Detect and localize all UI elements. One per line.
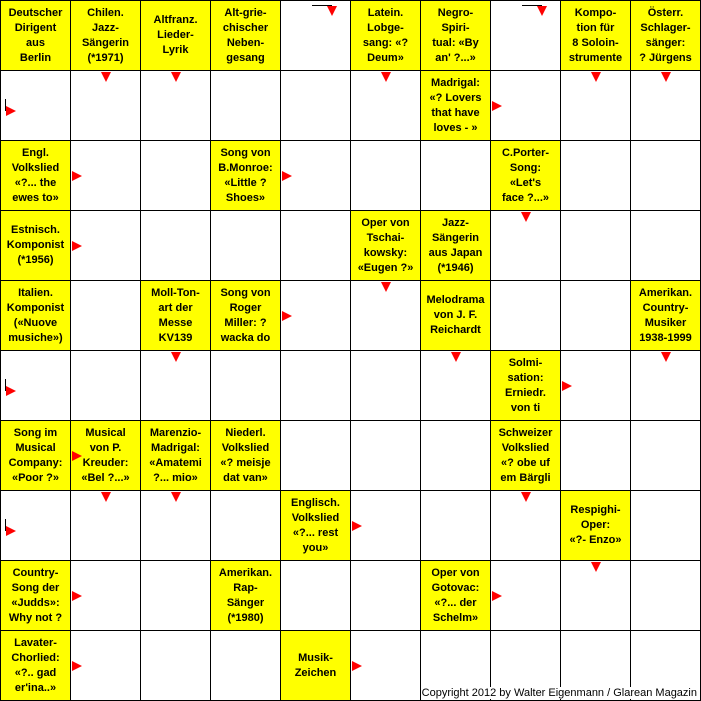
answer-cell[interactable] — [421, 141, 491, 211]
answer-cell[interactable] — [281, 71, 351, 141]
arrow-right-icon — [72, 451, 82, 461]
answer-cell[interactable] — [281, 421, 351, 491]
answer-cell[interactable] — [491, 1, 561, 71]
clue-text: Engl. Volkslied «?... the ewes to» — [11, 146, 60, 204]
clue-cell — [561, 1, 631, 71]
answer-cell[interactable] — [421, 491, 491, 561]
clue-text: Altfranz. Lieder- Lyrik — [153, 14, 198, 56]
answer-cell[interactable] — [351, 351, 421, 421]
answer-cell[interactable] — [631, 491, 701, 561]
clue-cell — [491, 141, 561, 211]
clue-text: Alt-grie- chischer Neben- gesang — [222, 6, 269, 64]
answer-cell[interactable] — [281, 561, 351, 631]
arrow-down-icon — [591, 562, 601, 572]
answer-cell[interactable] — [211, 211, 281, 281]
clue-cell — [281, 631, 351, 701]
clue-text: Song von Roger Miller: ? wacka do — [220, 286, 271, 344]
clue-text: Lavater- Chorlied: «?.. gad er'ina..» — [11, 636, 60, 694]
arrow-bent-down-icon — [522, 5, 552, 19]
clue-text: Niederl. Volkslied «? meisje dat van» — [220, 426, 271, 484]
answer-cell[interactable] — [561, 211, 631, 281]
clue-cell — [141, 281, 211, 351]
answer-cell[interactable] — [561, 281, 631, 351]
answer-cell[interactable] — [211, 631, 281, 701]
arrow-right-icon — [72, 171, 82, 181]
clue-text: Madrigal: «? Lovers that have loves - » — [429, 76, 482, 134]
answer-cell[interactable] — [421, 421, 491, 491]
arrow-down-icon — [171, 72, 181, 82]
clue-cell — [1, 141, 71, 211]
clue-cell — [141, 1, 211, 71]
clue-cell — [141, 421, 211, 491]
answer-cell[interactable] — [561, 421, 631, 491]
clue-cell — [351, 211, 421, 281]
arrow-right-icon — [282, 311, 292, 321]
clue-text: Marenzio- Madrigal: «Amatemi ?... mio» — [149, 426, 202, 484]
answer-cell[interactable] — [631, 561, 701, 631]
clue-text: Estnisch. Komponist (*1956) — [6, 224, 65, 266]
answer-cell[interactable] — [491, 281, 561, 351]
clue-text: Solmi- sation: Erniedr. von ti — [505, 356, 546, 414]
arrow-bent-right-icon — [5, 379, 19, 393]
clue-text: Jazz- Sängerin aus Japan (*1946) — [428, 216, 483, 274]
arrow-down-icon — [521, 212, 531, 222]
clue-text: Negro- Spiri- tual: «By an' ?...» — [432, 6, 479, 64]
arrow-right-icon — [352, 661, 362, 671]
clue-cell — [491, 351, 561, 421]
clue-cell — [421, 561, 491, 631]
clue-cell — [1, 631, 71, 701]
clue-cell — [351, 1, 421, 71]
clue-text: Moll-Ton- art der Messe KV139 — [151, 286, 200, 344]
answer-cell[interactable] — [71, 281, 141, 351]
clue-text: Oper von Gotovac: «?... der Schelm» — [431, 566, 480, 624]
arrow-down-icon — [171, 352, 181, 362]
clue-cell — [421, 1, 491, 71]
clue-cell — [631, 281, 701, 351]
arrow-down-icon — [521, 492, 531, 502]
answer-cell[interactable] — [351, 561, 421, 631]
clue-cell — [1, 561, 71, 631]
clue-cell — [1, 1, 71, 71]
answer-cell[interactable] — [631, 141, 701, 211]
answer-cell[interactable] — [141, 141, 211, 211]
clue-cell — [421, 211, 491, 281]
clue-cell — [211, 141, 281, 211]
clue-text: Amerikan. Country- Musiker 1938-1999 — [638, 286, 693, 344]
clue-text: Schweizer Volkslied «? obe uf em Bärgli — [498, 426, 553, 484]
clue-cell — [1, 211, 71, 281]
arrow-bent-right-icon — [5, 519, 19, 533]
clue-cell — [631, 1, 701, 71]
answer-cell[interactable] — [281, 1, 351, 71]
arrow-down-icon — [451, 352, 461, 362]
clue-cell — [561, 491, 631, 561]
clue-text: Englisch. Volkslied «?... rest you» — [291, 496, 340, 554]
clue-cell — [1, 421, 71, 491]
clue-cell — [491, 421, 561, 491]
clue-cell — [71, 1, 141, 71]
answer-cell[interactable] — [71, 351, 141, 421]
arrow-down-icon — [591, 72, 601, 82]
arrow-down-icon — [381, 282, 391, 292]
arrow-down-icon — [381, 72, 391, 82]
answer-cell[interactable] — [1, 351, 71, 421]
clue-text: Musical von P. Kreuder: «Bel ?...» — [81, 426, 130, 484]
clue-text: Italien. Komponist («Nuove musiche») — [6, 286, 65, 344]
clue-cell — [281, 491, 351, 561]
clue-text: Latein. Lobge- sang: «? Deum» — [362, 6, 409, 64]
clue-text: Country- Song der «Judds»: Why not ? — [8, 566, 63, 624]
arrow-bent-right-icon — [5, 99, 19, 113]
answer-cell[interactable] — [141, 631, 211, 701]
answer-cell[interactable] — [281, 211, 351, 281]
answer-cell[interactable] — [561, 141, 631, 211]
arrow-right-icon — [282, 171, 292, 181]
arrow-bent-down-icon — [312, 5, 342, 19]
clue-text: Song von B.Monroe: «Little ? Shoes» — [218, 146, 273, 204]
answer-cell[interactable] — [211, 491, 281, 561]
answer-cell[interactable] — [351, 421, 421, 491]
clue-cell — [1, 281, 71, 351]
answer-cell[interactable] — [211, 71, 281, 141]
answer-cell[interactable] — [631, 211, 701, 281]
clue-cell — [421, 281, 491, 351]
clue-text: Kompo- tion für 8 Soloin- strumente — [568, 6, 623, 64]
clue-cell — [211, 421, 281, 491]
clue-cell — [421, 71, 491, 141]
clue-text: Song im Musical Company: «Poor ?» — [8, 426, 63, 484]
arrow-right-icon — [492, 101, 502, 111]
arrow-down-icon — [661, 72, 671, 82]
arrow-down-icon — [661, 352, 671, 362]
answer-cell[interactable] — [631, 421, 701, 491]
clue-cell — [211, 561, 281, 631]
answer-cell[interactable] — [1, 71, 71, 141]
answer-cell[interactable] — [141, 561, 211, 631]
arrow-right-icon — [562, 381, 572, 391]
arrow-right-icon — [492, 591, 502, 601]
answer-cell[interactable] — [1, 491, 71, 561]
answer-cell[interactable] — [281, 351, 351, 421]
arrow-down-icon — [171, 492, 181, 502]
clue-text: Amerikan. Rap- Sänger (*1980) — [218, 566, 273, 624]
answer-cell[interactable] — [211, 351, 281, 421]
clue-text: Oper von Tschai- kowsky: «Eugen ?» — [357, 216, 414, 274]
clue-text: Melodrama von J. F. Reichardt — [426, 294, 485, 336]
clue-text: Chilen. Jazz- Sängerin (*1971) — [81, 6, 130, 64]
arrow-right-icon — [72, 591, 82, 601]
clue-text: Musik- Zeichen — [294, 651, 337, 679]
answer-cell[interactable] — [351, 141, 421, 211]
arrow-right-icon — [72, 241, 82, 251]
arrow-right-icon — [352, 521, 362, 531]
clue-cell — [211, 281, 281, 351]
copyright-notice: Copyright 2012 by Walter Eigenmann / Glarean Magazin — [421, 687, 697, 699]
clue-cell — [211, 1, 281, 71]
clue-text: C.Porter- Song: «Let's face ?...» — [501, 146, 550, 204]
clue-text: Österr. Schlager- sänger: ? Jürgens — [639, 6, 692, 64]
arrow-down-icon — [101, 492, 111, 502]
arrow-right-icon — [72, 661, 82, 671]
clue-text: Deutscher Dirigent aus Berlin — [8, 6, 63, 64]
arrow-down-icon — [101, 72, 111, 82]
answer-cell[interactable] — [141, 211, 211, 281]
clue-text: Respighi- Oper: «?- Enzo» — [569, 504, 622, 546]
